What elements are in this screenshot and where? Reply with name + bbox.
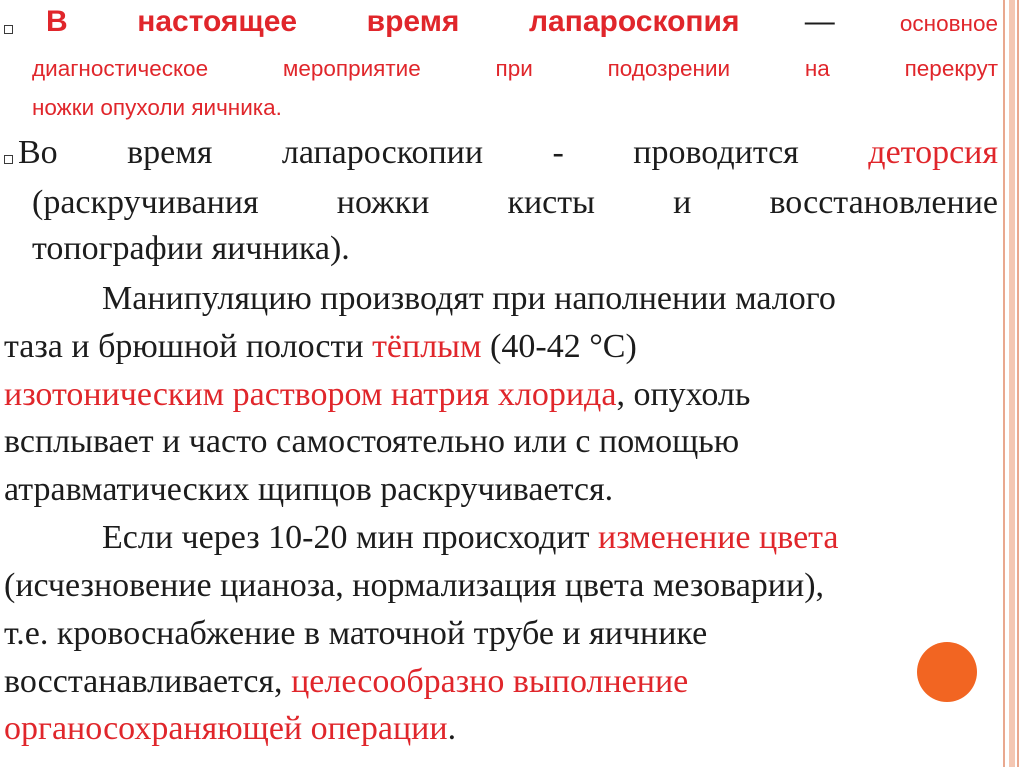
para3-line3-text: , опухоль (616, 376, 751, 413)
para4-highlight-color: изменение цвета (598, 519, 839, 556)
para1-dash: — (804, 5, 835, 38)
para2-line1-text: Во время лапароскопии - проводится (18, 134, 799, 171)
para4-highlight-advice: целесообразно выполнение (291, 663, 689, 700)
para1-bold-phrase: В настоящее время лапароскопия (46, 5, 740, 38)
para3-line2 (4, 328, 637, 366)
para3-line2-text: таза и брюшной полости (4, 328, 364, 365)
para3-temperature: (40-42 °С) (490, 328, 637, 365)
bullet-square (4, 155, 13, 164)
para4-period: . (447, 710, 457, 747)
para3-line4: всплывает и часто самостоятельно или с помощью (4, 423, 740, 460)
para4-line1 (102, 519, 839, 557)
para1-line2: диагностическое мероприятие при подозрении на перекрут (32, 56, 998, 81)
para2-line1 (18, 134, 998, 172)
para3-line5: атравматических щипцов раскручивается. (4, 471, 614, 508)
para4-highlight-operation: органосохраняющей операции (4, 710, 448, 747)
para4-line4 (4, 663, 688, 701)
para1-line1-rest: основное (899, 11, 999, 36)
para4-line3: т.е. кровоснабжение в маточной трубе и яичнике (4, 615, 708, 652)
decorative-stripe (1009, 0, 1015, 767)
para4-line4-text: восстанавливается, (4, 663, 283, 700)
para3-line1: Манипуляцию производят при наполнении малого (102, 280, 836, 317)
para2-line2: (раскручивания ножки кисты и восстановление (32, 184, 998, 221)
para4-line5 (4, 710, 456, 748)
decorative-stripe (1003, 0, 1005, 767)
decorative-stripe (1017, 0, 1019, 767)
para2-line3: топографии яичника). (32, 230, 350, 267)
para4-line1-text: Если через 10-20 мин происходит (102, 519, 590, 556)
para3-highlight-warm: тёплым (372, 328, 482, 365)
para1-line3: ножки опухоли яичника. (32, 95, 282, 120)
para2-highlight: деторсия (868, 134, 999, 171)
para3-line3 (4, 376, 750, 414)
para4-line2: (исчезновение цианоза, нормализация цвета мезоварии), (4, 567, 825, 604)
para1-line1 (46, 5, 998, 39)
bullet-square (4, 25, 13, 34)
para3-highlight-solution: изотоническим раствором натрия хлорида (4, 376, 617, 413)
decorative-circle (917, 642, 977, 702)
